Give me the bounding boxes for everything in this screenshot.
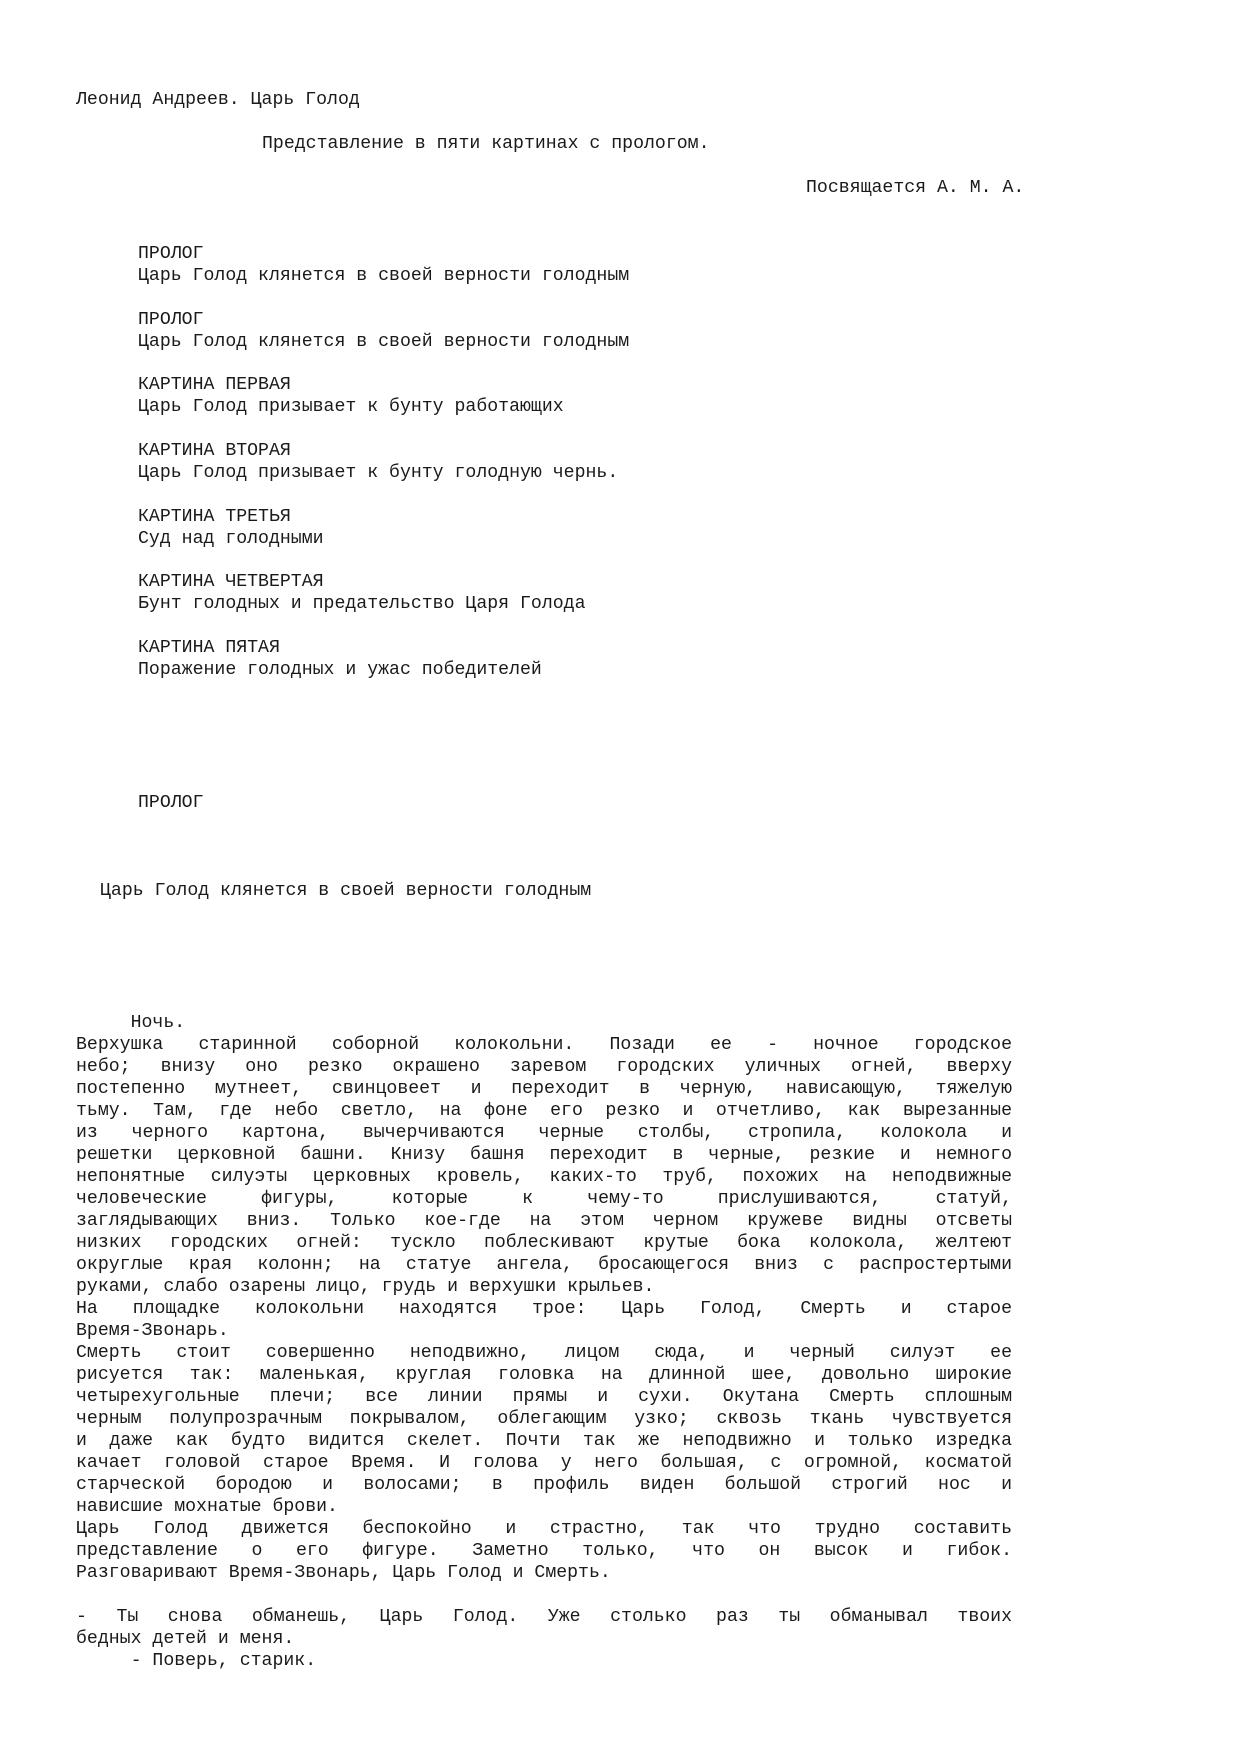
text-line: Смерть стоит совершенно неподвижно, лицом сюда, и черный силуэт ее <box>76 1343 1012 1363</box>
toc-label: КАРТИНА ВТОРАЯ <box>138 441 291 461</box>
text-line: старческой бородою и волосами; в профиль виден большой строгий нос и <box>76 1475 1012 1495</box>
text-line: округлые края колонн; на статуе ангела, бросающегося вниз с распростертыми <box>76 1255 1012 1275</box>
toc-item <box>138 571 586 615</box>
text-line: человеческие фигуры, которые к чему-то прислушиваются, статуй, <box>76 1189 1012 1209</box>
paragraph-death <box>76 1342 1012 1518</box>
section-title: Царь Голод клянется в своей верности голодным <box>100 881 592 901</box>
text-line: непонятные силуэты церковных кровель, каких-то труб, похожих на неподвижные <box>76 1167 1012 1187</box>
text-line: Верхушка старинной соборной колокольни. Позади ее - ночное городское <box>76 1035 1012 1055</box>
text-line: низких городских огней: тускло поблескивают крутые бока колокола, желтеют <box>76 1233 1012 1253</box>
toc-label: ПРОЛОГ <box>138 310 204 330</box>
toc-item <box>138 637 542 681</box>
toc-title: Суд над голодными <box>138 529 324 549</box>
toc-label: КАРТИНА ТРЕТЬЯ <box>138 507 291 527</box>
text-line: качает головой старое Время. И голова у него большая, с огромной, косматой <box>76 1453 1012 1473</box>
toc-title: Царь Голод клянется в своей верности голодным <box>138 266 630 286</box>
text-line: четырехугольные плечи; все линии прямы и сухи. Окутана Смерть сплошным <box>76 1387 1012 1407</box>
toc-label: ПРОЛОГ <box>138 244 204 264</box>
text-line: Царь Голод движется беспокойно и страстно, так что трудно составить <box>76 1519 1012 1539</box>
paragraph-tsar-golod <box>76 1518 1012 1584</box>
toc-item <box>138 243 629 287</box>
text-line: Разговаривают Время-Звонарь, Царь Голод и Смерть. <box>76 1563 611 1583</box>
stage-direction-night: Ночь. <box>76 1013 186 1033</box>
toc-title: Царь Голод клянется в своей верности голодным <box>138 332 630 352</box>
toc-title: Бунт голодных и предательство Царя Голода <box>138 594 586 614</box>
subtitle: Представление в пяти картинах с прологом. <box>262 134 710 154</box>
toc-title: Царь Голод призывает к бунту голодную чернь. <box>138 463 619 483</box>
text-line: представление о его фигуре. Заметно только, что он высок и гибок. <box>76 1541 1012 1561</box>
text-line: Время-Звонарь. <box>76 1321 229 1341</box>
toc-item <box>138 440 618 484</box>
text-line: решетки церковной башни. Книзу башня переходит в черные, резкие и немного <box>76 1145 1012 1165</box>
toc-label: КАРТИНА ЧЕТВЕРТАЯ <box>138 572 324 592</box>
text-line: руками, слабо озарены лицо, грудь и верхушки крыльев. <box>76 1277 655 1297</box>
toc-title: Поражение голодных и ужас победителей <box>138 660 542 680</box>
text-line: нависшие мохнатые брови. <box>76 1497 338 1517</box>
dialogue-line-1 <box>76 1606 1012 1650</box>
toc-item <box>138 506 324 550</box>
paragraph-belfry <box>76 1034 1012 1298</box>
section-heading: ПРОЛОГ <box>138 793 204 813</box>
toc-label: КАРТИНА ПЯТАЯ <box>138 638 280 658</box>
toc-item <box>138 309 629 353</box>
text-line: постепенно мутнеет, свинцовеет и переходит в черную, нависающую, тяжелую <box>76 1079 1012 1099</box>
text-line: и даже как будто видится скелет. Почти так же неподвижно и только изредка <box>76 1431 1012 1451</box>
dedication: Посвящается А. М. А. <box>806 178 1025 198</box>
text-line: небо; внизу оно резко окрашено заревом городских уличных огней, вверху <box>76 1057 1012 1077</box>
text-line: - Ты снова обманешь, Царь Голод. Уже столько раз ты обманывал твоих <box>76 1607 1012 1627</box>
toc-title: Царь Голод призывает к бунту работающих <box>138 397 564 417</box>
toc-item <box>138 374 564 418</box>
text-line: бедных детей и меня. <box>76 1629 295 1649</box>
toc-label: КАРТИНА ПЕРВАЯ <box>138 375 291 395</box>
text-line: тьму. Там, где небо светло, на фоне его резко и отчетливо, как вырезанные <box>76 1101 1012 1121</box>
author-title: Леонид Андреев. Царь Голод <box>76 90 360 110</box>
text-line: На площадке колокольни находятся трое: Царь Голод, Смерть и старое <box>76 1299 1012 1319</box>
text-line: из черного картона, вычерчиваются черные столбы, стропила, колокола и <box>76 1123 1012 1143</box>
dialogue-line-2: - Поверь, старик. <box>76 1651 317 1671</box>
text-line: заглядывающих вниз. Только кое-где на этом черном кружеве видны отсветы <box>76 1211 1012 1231</box>
text-line: черным полупрозрачным покрывалом, облегающим узко; сквозь ткань чувствуется <box>76 1409 1012 1429</box>
text-line: рисуется так: маленькая, круглая головка на длинной шее, довольно широкие <box>76 1365 1012 1385</box>
paragraph-characters <box>76 1298 1012 1342</box>
